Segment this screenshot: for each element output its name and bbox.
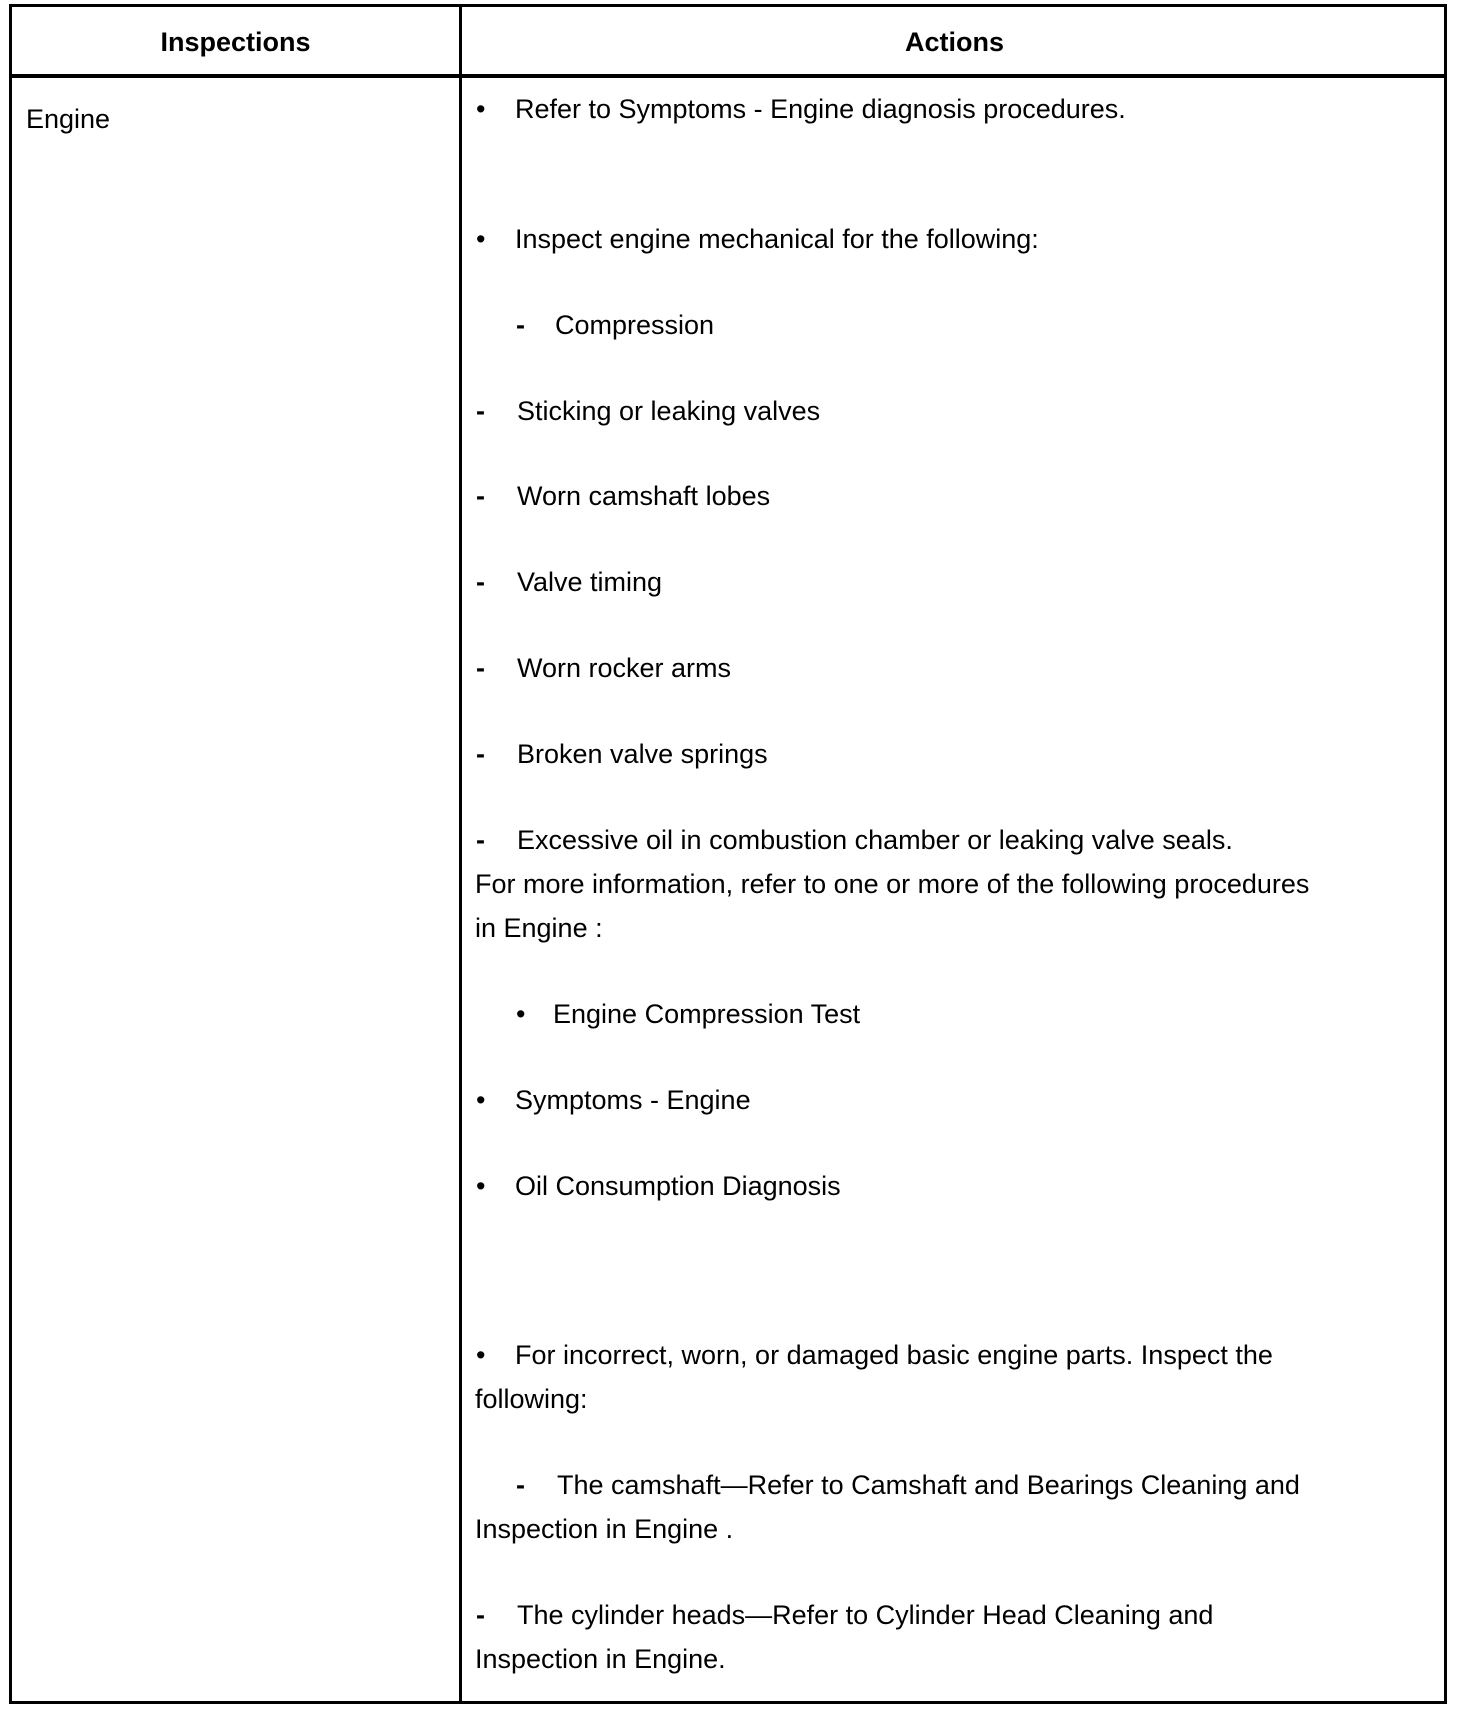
dash-marker: - (516, 1470, 525, 1500)
dash-marker: - (476, 825, 485, 855)
sub-valve-timing: Valve timing (517, 567, 663, 597)
more-info-line-2: in Engine : (475, 913, 603, 943)
dash-marker: - (476, 396, 485, 426)
sub-excessive-oil: Excessive oil in combustion chamber or leaking valve seals. (517, 825, 1233, 855)
bullet-marker: • (476, 1085, 486, 1115)
column-divider (459, 7, 462, 1701)
dash-marker: - (476, 567, 485, 597)
header-inspections: Inspections (160, 27, 311, 57)
bullet-marker: • (476, 1171, 486, 1201)
sub-camshaft-line-2: Inspection in Engine . (475, 1514, 734, 1544)
sub-compression: Compression (555, 310, 715, 340)
proc-symptoms-engine: Symptoms - Engine (515, 1085, 751, 1115)
proc-oil-consumption: Oil Consumption Diagnosis (515, 1171, 841, 1201)
inspection-engine: Engine (26, 104, 111, 134)
action-inspect-mechanical: Inspect engine mechanical for the following: (515, 224, 1039, 254)
action-basic-parts-line-2: following: (475, 1384, 588, 1414)
sub-cylinder-heads-line-2: Inspection in Engine. (475, 1644, 726, 1674)
sub-camshaft-lobes: Worn camshaft lobes (517, 481, 771, 511)
dash-marker: - (476, 739, 485, 769)
action-refer-symptoms: Refer to Symptoms - Engine diagnosis procedures. (515, 94, 1126, 124)
bullet-marker: • (476, 224, 486, 254)
more-info-line-1: For more information, refer to one or more of the following procedures (475, 869, 1310, 899)
bullet-marker: • (516, 999, 526, 1029)
header-divider (12, 74, 1444, 78)
bullet-marker: • (476, 94, 486, 124)
bullet-marker: • (476, 1340, 486, 1370)
sub-cylinder-heads-line-1: The cylinder heads—Refer to Cylinder Head Cleaning and (517, 1600, 1214, 1630)
sub-rocker-arms: Worn rocker arms (517, 653, 732, 683)
dash-marker: - (476, 481, 485, 511)
action-basic-parts-line-1: For incorrect, worn, or damaged basic engine parts. Inspect the (515, 1340, 1273, 1370)
sub-valve-springs: Broken valve springs (517, 739, 768, 769)
dash-marker: - (476, 1600, 485, 1630)
proc-compression-test: Engine Compression Test (553, 999, 861, 1029)
header-actions: Actions (904, 27, 1004, 57)
sub-sticking-valves: Sticking or leaking valves (517, 396, 821, 426)
sub-camshaft-line-1: The camshaft—Refer to Camshaft and Bearings Cleaning and (557, 1470, 1300, 1500)
dash-marker: - (516, 310, 525, 340)
dash-marker: - (476, 653, 485, 683)
inspection-table (9, 4, 1447, 1704)
